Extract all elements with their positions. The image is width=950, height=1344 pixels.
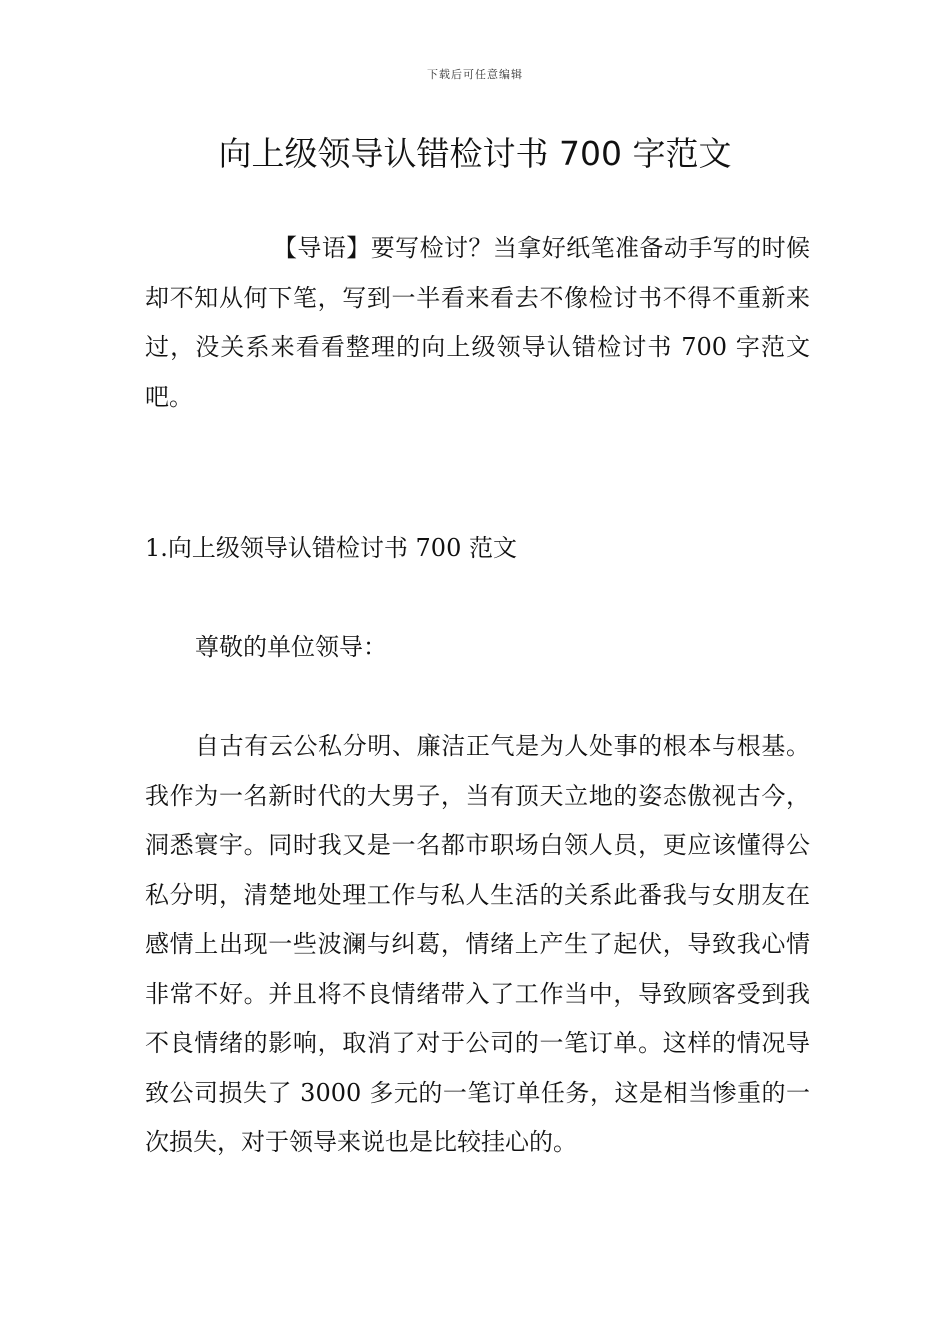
intro-paragraph: 【导语】要写检讨？当拿好纸笔准备动手写的时候却不知从何下笔，写到一半看来看去不像检讨书不得不重新来过，没关系来看看整理的向上级领导认错检讨书 700 字范文吧。 <box>145 234 810 411</box>
section-heading: 1.向上级领导认错检讨书 700 范文 <box>145 534 517 562</box>
header-note: 下载后可任意编辑 <box>427 68 523 81</box>
document-title: 向上级领导认错检讨书 700 字范文 <box>218 134 732 173</box>
body-paragraph: 自古有云公私分明、廉洁正气是为人处事的根本与根基。我作为一名新时代的大男子，当有顶天立地的姿态傲视古今，洞悉寰宇。同时我又是一名都市职场白领人员，更应该懂得公私分明，清楚地处理工作与私人生活的关系此番我与女朋友在感情上出现一些波澜与纠葛，情绪上产生了起伏，导致我心情非常不好。并且将不良情绪带入了工作当中，导致顾客受到我不良情绪的影响，取消了对于公司的一笔订单。这样的情况导致公司损失了 3000 多元的一笔订单任务，这是相当惨重的一次损失，对于领导来说也是比较挂心的。 <box>145 732 810 1156</box>
salutation: 尊敬的单位领导： <box>195 633 387 661</box>
